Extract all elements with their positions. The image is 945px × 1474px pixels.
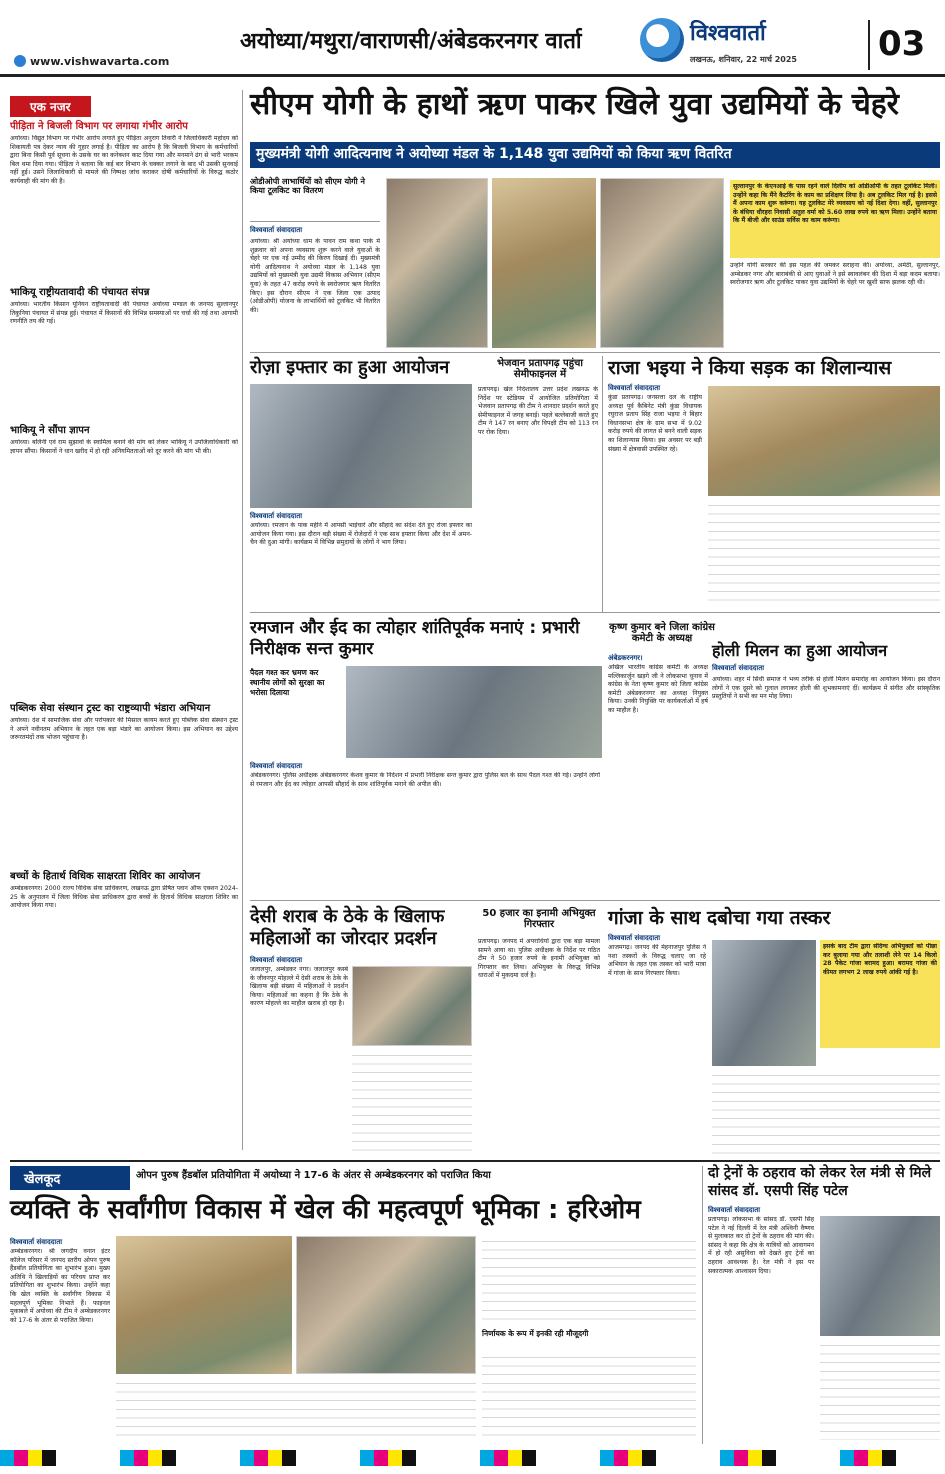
- left-article-1: अयोध्या। विद्युत विभाग पर गंभीर आरोप लगाते हुए पीड़िता अनुराग तिवारी ने जिलाधिकारी महोदय को शिकायती पत्र देकर न्याय की गुहार लगाई है। पीड़िता का आरोप है कि बिजली विभाग के कर्मचारियों द्वारा बिना किसी पूर्व सूचना के उसके घर का कनेक्शन काट दिया गया और मनमाने ढंग से भारी भरकम बिल थमा दिया गया। पीड़िता ने बताया कि कई बार विभाग के चक्कर लगाने के बाद भी उसकी सुनवाई नहीं हुई। उसने जिलाधिकारी से मामले की निष्पक्ष जांच कराकर दोषी कर्मचारियों के विरुद्ध कठोर कार्यवाही की मांग की है।: [10, 135, 238, 185]
- sports-headline: व्यक्ति के सर्वांगीण विकास में खेल की महत्वपूर्ण भूमिका : हरिओम: [10, 1195, 641, 1225]
- left-article-5: अम्बेडकरनगर। 2000 राज्य विधिक सेवा प्राधिकरण, लखनऊ द्वारा प्रेषित प्लान ऑफ एक्शन 2024-25 के अनुपालन में जिला विधिक सेवा प्राधिकरण द्वारा बच्चों के हितार्थ विधिक साक्षरता शिविर का आयोजन किया गया।: [10, 885, 238, 910]
- holi-body: अयोध्या। शहर में सिंधी समाज ने भव्य तरीके से होली मिलन समारोह का आयोजन किया। इस दौरान लोगों ने एक दूसरे को गुलाल लगाकर होली की शुभकामनाएं दीं। कार्यक्रम में संगीत और सांस्कृतिक प्रस्तुतियों ने सभी का मन मोह लिया।: [712, 676, 940, 701]
- liquor-byline: विश्ववार्ता संवाददाता: [250, 956, 303, 964]
- ganja-highlight-box: [820, 940, 940, 1048]
- roza-headline: रोज़ा इफ्तार का हुआ आयोजन: [250, 357, 450, 378]
- website-link[interactable]: www.vishwavarta.com: [30, 55, 170, 68]
- lead-highlight: सुल्तानपुर के केएनआई के पास रहने वाले दिलीप को ओडीओपी के तहत टूलकिट मिली। उन्होंने कहा कि मैंने कैटरिंग के काम का प्रशिक्षण लिया है। अब टूलकिट मिल गई है। इससे मैं अपना काम शुरू करूंगा। यह टूलकिट मेरे व्यवसाय को नई दिशा देगा। वहीं, सुल्तानपुर के बंधिया धौरहरा निवासी अतुल वर्मा को 5.60 लाख रुपये का ऋण मिला। उन्होंने बताया कि मैं बीजी और साउंड सर्विस का काम करूंगा।: [733, 183, 937, 225]
- brand-logo: [640, 18, 684, 62]
- page-number: 03: [878, 24, 926, 64]
- road-photo: [708, 386, 940, 496]
- globe-icon: [14, 55, 26, 67]
- holi-byline: विश्ववार्ता संवाददाता: [712, 664, 765, 672]
- semifinal-headline: भेजवान प्रतापगढ़ पहुंचा सेमीफाइनल में: [497, 358, 583, 380]
- ramzan-headline: रमजान और ईद का त्योहार शांतिपूर्वक मनाएं : प्रभारी निरीक्षक सन्त कुमार: [250, 618, 580, 660]
- left-article-3: अयोध्या। बलिनी एवं राम सुझावों के स्वामित्व बनाने की मांग को लेकर भाकियू ने उपजिलाधिकारी को ज्ञापन सौंपा। किसानों ने धान खरीद में हो रही अनियमितताओं को दूर करने की मांग भी की।: [10, 439, 238, 455]
- roza-photo: [250, 384, 472, 508]
- left-headline-1: पीड़िता ने बिजली विभाग पर लगाया गंभीर आरोप: [10, 121, 188, 132]
- brand-name: विश्ववार्ता: [690, 21, 766, 46]
- ramzan-photo: [346, 666, 602, 758]
- lead-photo-2: [492, 178, 596, 348]
- left-headline-5: बच्चों के हितार्थ विधिक साक्षरता शिविर का आयोजन: [10, 871, 200, 882]
- sports-photo-1: [116, 1236, 292, 1374]
- sports-photo-2: [296, 1236, 476, 1374]
- rail-headline: दो ट्रेनों के ठहराव को लेकर रेल मंत्री से मिले सांसद डॉ. एसपी सिंह पटेल: [708, 1165, 932, 1200]
- ganja-body: आजमगढ़। जनपद की मेहनाजपुर पुलिस ने नशा तस्करों के विरुद्ध चलाए जा रहे अभियान के तहत एक तस्कर को भारी मात्रा में गांजा के साथ गिरफ्तार किया।: [608, 944, 706, 977]
- lead-subhead: मुख्यमंत्री योगी आदित्यनाथ ने अयोध्या मंडल के 1,148 युवा उद्यमियों को किया ऋण वितरित: [256, 146, 732, 162]
- rail-photo: [820, 1216, 940, 1336]
- lead-photo-1: [386, 178, 488, 348]
- congress-body: अखिल भारतीय कांग्रेस कमेटी के अध्यक्ष मल्लिकार्जुन खड़गे जी ने लोकसभा चुनाव में कांग्रेस के नेता कृष्ण कुमार को जिला कांग्रेस कमेटी अंबेडकरनगर का अध्यक्ष नियुक्त किया। उनकी नियुक्ति पर कार्यकर्ताओं में हर्ष का माहौल है।: [608, 664, 708, 714]
- lead-body-2: उन्होंने योगी सरकार की इस पहल की जमकर सराहना की। अयोध्या, अमेठी, सुल्तानपुर, अम्बेडकर नगर और बाराबंकी से आए युवाओं ने इसे स्वावलंबन की दिशा में बड़ा कदम बताया। स्वरोजगार ऋण और टूलकिट पाकर युवा उद्यमियों के चेहरे पर खुशी साफ झलक रही थी।: [730, 262, 940, 287]
- sports-quote: निर्णायक के रूप में इनकी रही मौजूदगी: [482, 1329, 589, 1338]
- ramzan-callout: [250, 668, 340, 698]
- ramzan-body: अंबेडकरनगर। पुलिस अधीक्षक अंबेडकरनगर केशव कुमार के निर्देशन में प्रभारी निरीक्षक सन्त कुमार द्वारा पुलिस बल के साथ पैदल गश्त की गई। उन्होंने लोगों से रमजान और ईद का त्योहार आपसी सौहार्द के साथ शांतिपूर्वक मनाने की अपील की।: [250, 772, 600, 788]
- roza-byline: विश्ववार्ता संवाददाता: [250, 512, 303, 520]
- liquor-photo: [352, 966, 472, 1046]
- left-article-2: अयोध्या। भारतीय किसान यूनियन राष्ट्रीयतावादी की पंचायत अयोध्या मण्डल के जनपद सुल्तानपुर तिकुनिया पंचायत में संपन्न हुई। पंचायत में किसानों की विभिन्न समस्याओं पर चर्चा की गई तथा आगामी रणनीति तय की गई।: [10, 301, 238, 326]
- ramzan-callout-text: पैदल गश्त कर भ्रमण कर स्थानीय लोगों को सुरक्षा का भरोसा दिलाया: [250, 668, 325, 698]
- road-body: कुंडा प्रतापगढ़। जनसत्ता दल के राष्ट्रीय अध्यक्ष पूर्व कैबिनेट मंत्री कुंडा विधायक रघुराज प्रताप सिंह राजा भइया ने बिहार विधानसभा क्षेत्र के ग्राम सभा में 9.02 करोड़ रुपये की लागत से बनने वाली सड़क का शिलान्यास किया। इस अवसर पर बड़ी संख्या में क्षेत्रवासी उपस्थित रहे।: [608, 394, 702, 453]
- reward-body: प्रतापगढ़। जनपद में अपराधियों द्वारा एक बड़ा मामला सामने आया था। पुलिस अधीक्षक के निर्देश पर गठित टीम ने 50 हजार रुपये के इनामी अभियुक्त को गिरफ्तार कर लिया। अभियुक्त के विरुद्ध विभिन्न धाराओं में मुकदमा दर्ज है।: [478, 938, 600, 980]
- section-badge: एक नजर: [10, 96, 91, 117]
- sports-body: अम्बेडकरनगर। श्री जगदीप वनान इंटर कॉलेज परिसर में जनपद स्तरीय ओपन पुरुष हैंडबॉल प्रतियोगिता का शुभारंभ हुआ। मुख्य अतिथि ने खिलाड़ियों का परिचय प्राप्त कर प्रतियोगिता का शुभारंभ किया। उन्होंने कहा कि खेल व्यक्ति के सर्वांगीण विकास में महत्वपूर्ण भूमिका निभाते हैं। फाइनल मुकाबले में अयोध्या की टीम ने अम्बेडकरनगर को 17-6 के अंतर से पराजित किया।: [10, 1248, 110, 1324]
- ganja-photo: [712, 940, 816, 1066]
- lead-byline: विश्ववार्ता संवाददाता: [250, 226, 303, 234]
- sports-tag-label: खेलकूद: [24, 1172, 61, 1187]
- rail-body: प्रतापगढ़। लोकसभा के सांसद डॉ. एसपी सिंह पटेल ने नई दिल्ली में रेल मंत्री अश्विनी वैष्णव से मुलाकात कर दो ट्रेनों के ठहराव की मांग की। सांसद ने कहा कि क्षेत्र के यात्रियों को आवागमन में हो रही असुविधा को देखते हुए ट्रेनों का ठहराव आवश्यक है। रेल मंत्री ने इस पर सकारात्मक आश्वासन दिया।: [708, 1216, 814, 1275]
- ganja-headline: गांजा के साथ दबोचा गया तस्कर: [608, 907, 831, 929]
- sports-byline: विश्ववार्ता संवाददाता: [10, 1238, 63, 1246]
- color-registration-strip: [0, 1450, 945, 1466]
- liquor-body: जलालपुर, अम्बेडकर नगर। जलालपुर कस्बे के जीवनपुर मोहल्ले में देसी शराब के ठेके के खिलाफ बड़ी संख्या में महिलाओं ने प्रदर्शन किया। महिलाओं का कहना है कि ठेके के कारण मोहल्ले का माहौल खराब हो रहा है।: [250, 966, 348, 1008]
- road-headline: राजा भइया ने किया सड़क का शिलान्यास: [608, 357, 892, 379]
- masthead: [0, 0, 945, 80]
- lead-callout: [250, 178, 380, 222]
- congress-byline: अंबेडकरनगर।: [608, 654, 643, 662]
- holi-headline: होली मिलन का हुआ आयोजन: [712, 641, 888, 660]
- congress-headline: कृष्ण कुमार बने जिला कांग्रेस कमेटी के अध्यक्ष: [609, 622, 715, 644]
- roza-body: अयोध्या। रमजान के पाक महीने में आपसी भाईचारे और सौहार्द का संदेश देते हुए रोजा इफ्तार का आयोजन किया गया। इस दौरान बड़ी संख्या में रोजेदारों ने एक साथ इफ्तार किया और देश में अमन-चैन की दुआ मांगी। कार्यक्रम में विभिन्न समुदायों के लोगों ने भाग लिया।: [250, 522, 472, 547]
- left-headline-4: पब्लिक सेवा संस्थान ट्रस्ट का राष्ट्रव्यापी भंडारा अभियान: [10, 703, 211, 714]
- lead-highlight-box: [730, 180, 940, 258]
- left-headline-2: भाकियू राष्ट्रीयतावादी की पंचायत संपन्न: [10, 287, 150, 298]
- ganja-highlight: इसके बाद टीम द्वारा संदिग्ध अभियुक्तों को पीछा कर बुलाया गया और तलाशी लेने पर 14 किलो 28 पैकेट गांजा बरामद हुआ। बरामद गांजा की कीमत लगभग 2 लाख रुपये आंकी गई है।: [823, 943, 937, 976]
- semifinal-body: प्रतापगढ़। खेल निदेशालय उत्तर प्रदेश लखनऊ के निर्देश पर स्टेडियम में आयोजित प्रतियोगिता में भेजवान प्रतापगढ़ की टीम ने शानदार प्रदर्शन करते हुए सेमीफाइनल में जगह बनाई। पहले बल्लेबाजी करते हुए टीम ने 147 रन बनाए और विपक्षी टीम को 113 रन पर रोक दिया।: [478, 386, 598, 436]
- liquor-headline: देसी शराब के ठेके के खिलाफ महिलाओं का जोरदार प्रदर्शन: [250, 906, 445, 949]
- lead-headline: सीएम योगी के हाथों ऋण पाकर खिले युवा उद्यमियों के चेहरे: [250, 87, 899, 122]
- lead-body: अयोध्या। श्री अयोध्या धाम के पावन राम कथा पार्क में शुक्रवार को अपना व्यवसाय शुरू करने वाले युवाओं के चेहरे पर एक नई उम्मीद की किरण दिखाई दी। मुख्यमंत्री योगी आदित्यनाथ ने अयोध्या मंडल के 1,148 युवा उद्यमियों को मुख्यमंत्री युवा उद्यमी विकास अभियान (सीएम युवा) के तहत 47 करोड़ रुपये के स्वरोजगार ऋण वितरित किए। इस दौरान सीएम ने एक जिला एक उत्पाद (ओडीओपी) योजना के लाभार्थियों को टूलकिट भी वितरित की।: [250, 238, 380, 314]
- ramzan-byline: विश्ववार्ता संवाददाता: [250, 762, 303, 770]
- left-headline-3: भाकियू ने सौंपा ज्ञापन: [10, 425, 90, 436]
- road-byline: विश्ववार्ता संवाददाता: [608, 384, 661, 392]
- sports-tagline: ओपन पुरुष हैंडबॉल प्रतियोगिता में अयोध्या ने 17-6 के अंतर से अम्बेडकरनगर को पराजित किया: [136, 1170, 491, 1181]
- region-title: अयोध्या/मथुरा/वाराणसी/अंबेडकरनगर वार्ता: [240, 29, 582, 54]
- left-column: [10, 96, 238, 1156]
- reward-headline: 50 हजार का इनामी अभियुक्त गिरफ्तार: [482, 908, 596, 930]
- lead-callout-text: ओडीओपी लाभार्थियों को सीएम योगी ने किया टूलकिट का वितरण: [250, 177, 365, 195]
- rail-byline: विश्ववार्ता संवाददाता: [708, 1206, 761, 1214]
- lead-photo-3: [600, 178, 724, 348]
- sports-tag: [10, 1166, 130, 1190]
- ganja-byline: विश्ववार्ता संवाददाता: [608, 934, 661, 942]
- dateline: लखनऊ, शनिवार, 22 मार्च 2025: [690, 55, 797, 64]
- left-article-4: अयोध्या। देश में सामाजिक सेवा और परोपकार की मिसाल कायम करते हुए पब्लिक सेवा संस्थान ट्रस्ट ने अपने नवीनतम अभियान के तहत एक बड़ा भंडारे का आयोजन किया। इस अभियान का उद्देश्य जरूरतमंदों तक भोजन पहुंचाना है।: [10, 717, 238, 742]
